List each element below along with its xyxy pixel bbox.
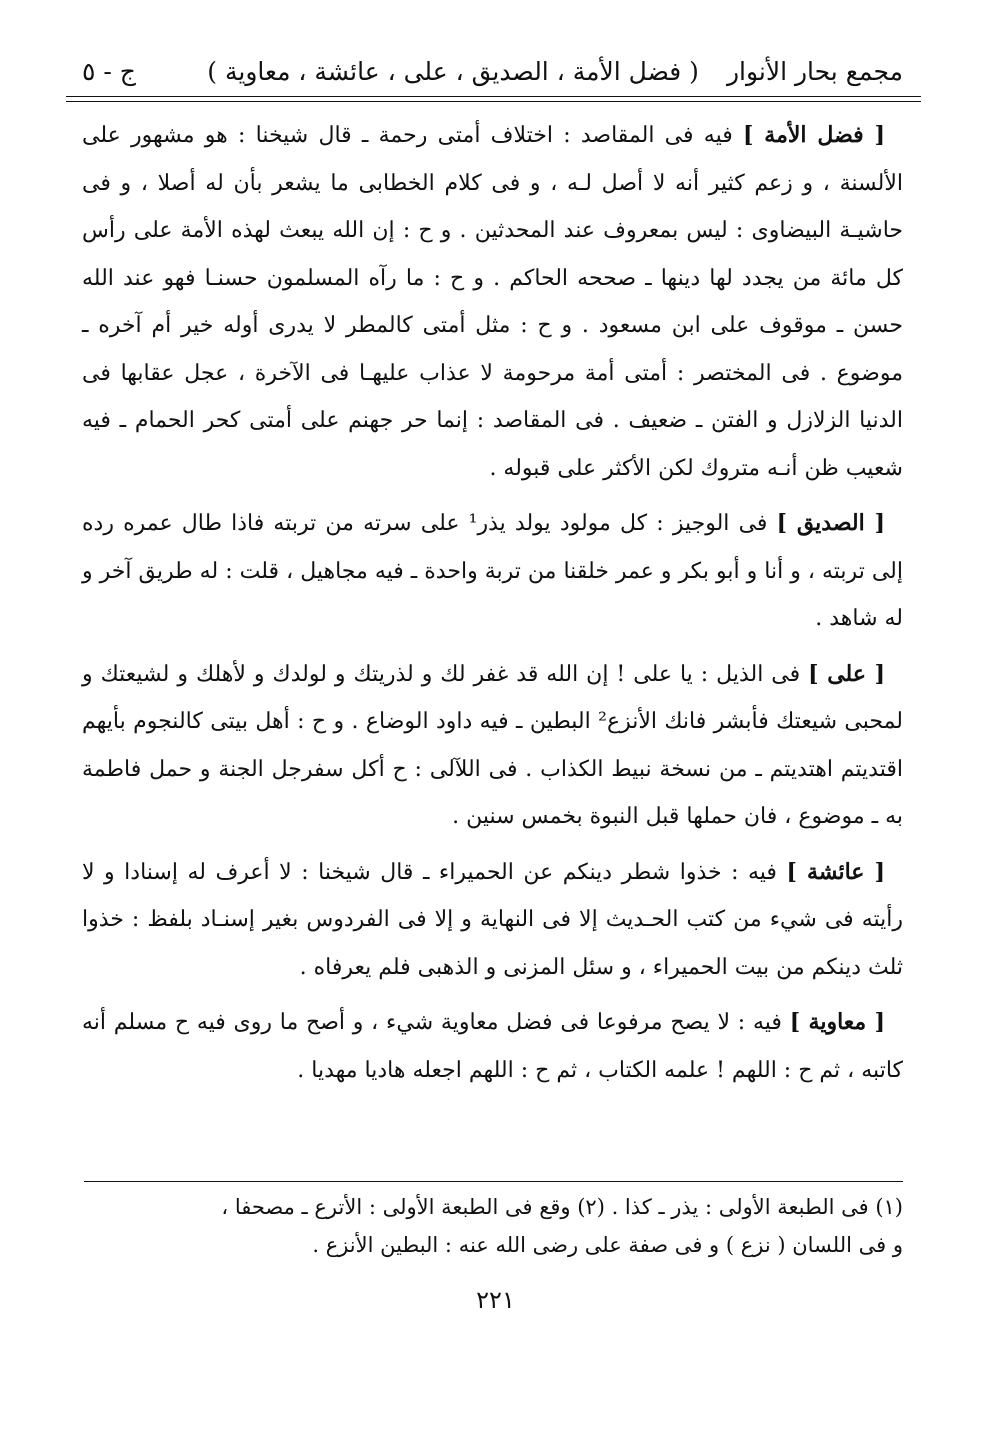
entry-term: [ فضل الأمة ]	[742, 122, 885, 148]
footnotes	[82, 1188, 903, 1264]
volume-number: ج - ٥	[82, 56, 136, 86]
entry-text: فى الوجيز : كل مولود يولد يذر¹ على سرته من تربته فاذا طال عمره رده إلى تربته ، و أنا و أبو بكر و عمر خلقنا من تربة واحدة ـ فيه مجاهيل ، قلت : له طريق آخر و له شاهد .	[82, 511, 904, 631]
entry-text: فى الذيل : يا على ! إن الله قد غفر لك و لذريتك و لولدك و لأهلك و لشيعتك و لمحبى شيعتك فأبشر فانك الأنزع² البطين ـ فيه داود الوضاع . و ح : أهل بيتى كالنجوم بأيهم اقتديتم اهتديتم ـ من نسخة نبيط الكذاب . فى اللآلى : ح أكل سفرجل الجنة و حمل فاطمة به ـ موضوع ، فان حملها قبل النبوة بخمس سنين .	[82, 661, 903, 829]
book-title: مجمع بحار الأنوار	[726, 56, 903, 86]
footnote-line: و فى اللسان ( نزع ) و فى صفة على رضى الله عنه : البطين الأنزع .	[312, 1233, 903, 1257]
header-title-group	[207, 57, 903, 86]
page-number: ٢٢١	[476, 1286, 515, 1314]
running-header	[82, 46, 903, 96]
entry-text: فيه : لا يصح مرفوعا فى فضل معاوية شيء ، و أصح ما روى فيه ح مسلم أنه كاتبه ، ثم ح : اللهم ! علمه الكتاب ، ثم ح : اللهم اجعله هاديا مهديا .	[82, 1010, 903, 1083]
entry-text: فيه : خذوا شطر دينكم عن الحميراء ـ قال شيخنا : لا أعرف له إسنادا و لا رأيته فى شيء من كتب الحـديث إلا فى النهاية و إلا فى الفردوس بغير إسنـاد بلفظ : خذوا ثلث دينكم من بيت الحميراء ، و سئل المزنى و الذهبى فلم يعرفاه .	[82, 859, 903, 980]
header-rule-secondary	[66, 101, 921, 102]
entry-term: [ عائشة ]	[786, 858, 885, 885]
header-rule	[66, 96, 921, 97]
entry-term: [ على ]	[808, 660, 885, 687]
entry-term: [ الصديق ]	[776, 510, 885, 536]
footnote-line: (١) فى الطبعة الأولى : يذر ـ كذا . (٢) وقع فى الطبعة الأولى : الأترع ـ مصحفا ،	[221, 1195, 903, 1219]
paragraph-aisha	[82, 849, 903, 992]
paragraph-ali	[82, 651, 903, 841]
paragraph-fadl-al-umma	[82, 112, 903, 492]
entry-term: [ معاوية ]	[789, 1009, 885, 1035]
section-topics: ( فضل الأمة ، الصديق ، على ، عائشة ، معاوية )	[207, 56, 699, 86]
entry-text: فيه فى المقاصد : اختلاف أمتى رحمة ـ قال شيخنا : هو مشهور على الألسنة ، و زعم كثير أنه لا أصل لـه ، و فى كلام الخطابى ما يشعر بأن له أصلا ، و فى حاشيـة البيضاوى : ليس بمعروف عند المحدثين . و ح : إن الله يبعث لهذه الأمة على رأس كل مائة من يجدد لها دينها ـ صححه الحاكم . و ح : ما رآه المسلمون حسنـا فهو عند الله حسن ـ موقوف على ابن مسعود . و ح : مثل أمتى كالمطر لا يدرى أوله خير أم آخره ـ موضوع . فى المختصر : أمتى أمة مرحومة لا عذاب عليهـا فى الآخرة ، عجل عقابها فى الدنيا الزلازل و الفتن ـ ضعيف . فى المقاصد : إنما حر جهنم على أمتى كحر الحمام ـ فيه شعيب ظن أنـه متروك لكن الأكثر على قبوله .	[82, 123, 903, 481]
paragraph-muawiya	[82, 999, 903, 1094]
footnote-rule	[84, 1181, 903, 1182]
paragraph-al-siddiq	[82, 500, 903, 643]
main-text	[82, 112, 903, 1094]
